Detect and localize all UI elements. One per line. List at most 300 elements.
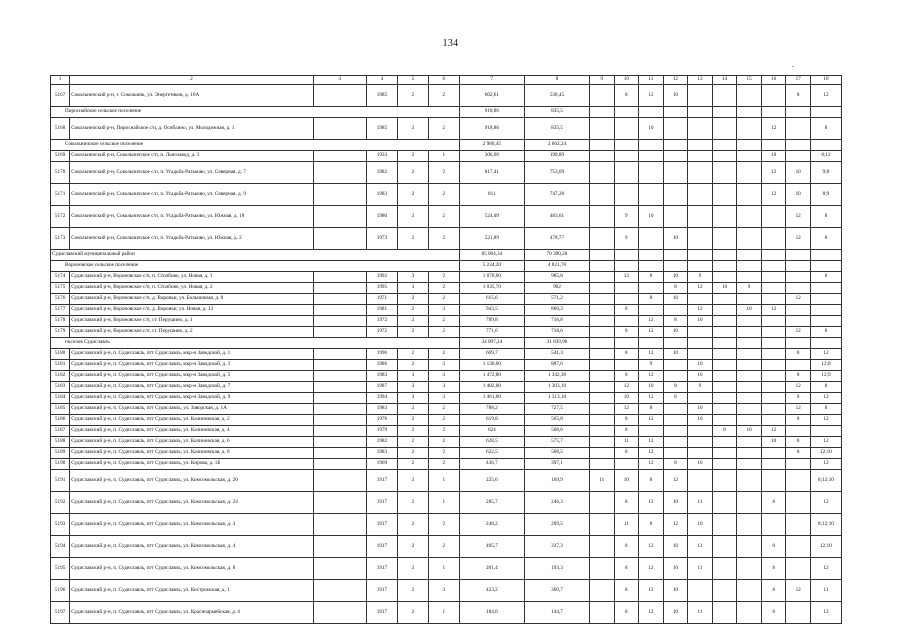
empty-cell — [313, 327, 366, 338]
empty-cell — [737, 338, 762, 349]
value-cell: 1985 — [366, 118, 397, 140]
value-cell: 1917 — [366, 470, 397, 492]
empty-cell — [639, 261, 664, 272]
value-cell: 1 130,00 — [459, 360, 524, 371]
value-cell: 1917 — [366, 514, 397, 536]
value-cell: 2 — [397, 437, 428, 448]
address-cell: Судиславский р-н, п. Судиславль, пгт Судиславль, ул. Кирова, д. 1Б — [70, 459, 313, 470]
value-cell: 8 — [810, 228, 841, 250]
value-cell — [663, 305, 688, 316]
group-label-cell: Судиславский муниципальный район — [51, 250, 460, 261]
value-cell: 753,69 — [524, 162, 589, 184]
empty-cell — [313, 602, 366, 624]
value-cell: 405,7 — [459, 536, 524, 558]
value-cell — [737, 448, 762, 459]
value-cell — [590, 536, 615, 558]
value-cell: 360,7 — [524, 580, 589, 602]
empty-cell — [590, 140, 615, 151]
value-cell — [712, 459, 737, 470]
empty-cell — [313, 206, 366, 228]
row-number-cell: 5173 — [51, 228, 70, 250]
value-cell: 1917 — [366, 536, 397, 558]
value-cell — [688, 118, 713, 140]
value-cell: 1996 — [366, 349, 397, 360]
empty-cell — [313, 349, 366, 360]
value-cell — [712, 305, 737, 316]
value-cell — [590, 415, 615, 426]
empty-cell — [663, 338, 688, 349]
value-cell — [688, 162, 713, 184]
value-cell: 8 — [810, 404, 841, 415]
value-cell — [786, 118, 811, 140]
value-cell: 144,7 — [524, 602, 589, 624]
value-cell: 10 — [663, 536, 688, 558]
value-cell — [590, 327, 615, 338]
value-cell — [737, 294, 762, 305]
value-cell — [737, 85, 762, 107]
value-cell — [737, 349, 762, 360]
value-cell — [761, 206, 786, 228]
value-cell: 8 — [810, 206, 841, 228]
empty-cell — [313, 382, 366, 393]
value-cell: 9 — [614, 228, 639, 250]
table-row — [51, 294, 842, 305]
value-cell: 1979 — [366, 426, 397, 437]
value-cell: 8 — [810, 382, 841, 393]
value-cell — [810, 316, 841, 327]
value-cell — [639, 184, 664, 206]
value-cell: 10 — [639, 382, 664, 393]
empty-cell — [688, 140, 713, 151]
value-cell: 11 — [688, 492, 713, 514]
row-number-cell: 5197 — [51, 602, 70, 624]
value-cell: 716,8 — [524, 316, 589, 327]
value-cell: 12 — [639, 536, 664, 558]
value-cell: 12 — [810, 437, 841, 448]
empty-cell — [614, 261, 639, 272]
empty-cell — [313, 536, 366, 558]
value-cell — [786, 470, 811, 492]
value-cell — [786, 360, 811, 371]
value-cell: 2 — [428, 228, 459, 250]
value-cell: 9 — [737, 283, 762, 294]
empty-cell — [313, 316, 366, 327]
value-cell: 2 — [428, 162, 459, 184]
row-number-cell: 5184 — [51, 393, 70, 404]
value-cell — [712, 602, 737, 624]
value-cell: 747,28 — [524, 184, 589, 206]
address-cell: Судиславский р-н, Вороновское с/п, д. Вороньи, ул. Новая, д. 13 — [70, 305, 313, 316]
empty-cell — [313, 283, 366, 294]
value-cell — [712, 228, 737, 250]
value-cell: 2 — [397, 228, 428, 250]
value-cell: 8 — [639, 294, 664, 305]
address-cell: Судиславский р-н, п. Судиславль, пгт Судиславль, ул. Заводская, д. 1А — [70, 404, 313, 415]
value-cell — [737, 404, 762, 415]
value-cell: 12 — [810, 85, 841, 107]
empty-cell — [639, 107, 664, 118]
value-cell: 10 — [761, 151, 786, 162]
empty-cell — [639, 338, 664, 349]
group-total-cell: 835,5 — [524, 107, 589, 118]
value-cell — [688, 184, 713, 206]
value-cell: 12 — [614, 404, 639, 415]
value-cell: 10 — [688, 514, 713, 536]
value-cell — [737, 558, 762, 580]
value-cell: 8 — [614, 558, 639, 580]
group-label-cell: Сокольничское сельское поселение — [51, 140, 460, 151]
value-cell — [761, 327, 786, 338]
value-cell: 2 — [428, 349, 459, 360]
value-cell — [590, 459, 615, 470]
address-cell: Сокольничский р-н, г. Сокольник, ул. Энергетиков, д. 10А — [70, 85, 313, 107]
empty-cell — [313, 151, 366, 162]
value-cell — [786, 272, 811, 283]
address-cell: Сокольничский р-н, Сокольничское с/п, п. Усадьба-Ратьково, ул. Южная, д. 18 — [70, 206, 313, 228]
value-cell: 1917 — [366, 492, 397, 514]
column-number-cell: 7 — [459, 76, 524, 85]
table-row — [51, 404, 842, 415]
value-cell — [737, 228, 762, 250]
column-number-cell: 14 — [712, 76, 737, 85]
value-cell — [712, 404, 737, 415]
value-cell — [639, 228, 664, 250]
value-cell: 943,5 — [459, 305, 524, 316]
value-cell — [712, 580, 737, 602]
value-cell: 524,09 — [459, 206, 524, 228]
value-cell — [737, 327, 762, 338]
value-cell: 1 — [428, 492, 459, 514]
address-cell: Судиславский р-н, Вороновское с/п, ст. Перушино, д. 1 — [70, 316, 313, 327]
empty-cell — [313, 162, 366, 184]
value-cell — [712, 272, 737, 283]
empty-cell — [712, 140, 737, 151]
value-cell: 12 — [663, 470, 688, 492]
value-cell: 436,7 — [459, 459, 524, 470]
empty-cell — [663, 140, 688, 151]
value-cell — [614, 162, 639, 184]
value-cell: 10 — [663, 580, 688, 602]
empty-cell — [712, 250, 737, 261]
value-cell — [761, 448, 786, 459]
address-cell: Судиславский р-н, п. Судиславль, пгт Судиславль, ул. Калиновская, д. 6 — [70, 437, 313, 448]
value-cell: 2 — [397, 415, 428, 426]
value-cell — [590, 228, 615, 250]
value-cell: 866,3 — [524, 305, 589, 316]
value-cell: 1933 — [366, 151, 397, 162]
empty-cell — [737, 250, 762, 261]
value-cell: 12 — [639, 492, 664, 514]
value-cell: 1 — [428, 558, 459, 580]
empty-cell — [663, 261, 688, 272]
empty-cell — [663, 250, 688, 261]
value-cell — [737, 272, 762, 283]
value-cell: 811 — [459, 184, 524, 206]
empty-cell — [313, 415, 366, 426]
value-cell: 198,89 — [524, 151, 589, 162]
value-cell: 3 — [428, 580, 459, 602]
value-cell — [590, 85, 615, 107]
row-number-cell: 5185 — [51, 404, 70, 415]
empty-cell — [313, 85, 366, 107]
value-cell — [712, 349, 737, 360]
row-number-cell: 5191 — [51, 470, 70, 492]
value-cell: 10 — [663, 272, 688, 283]
value-cell: 184,6 — [459, 602, 524, 624]
value-cell: 568,5 — [524, 448, 589, 459]
value-cell: 1987 — [366, 382, 397, 393]
value-cell: 2 — [397, 294, 428, 305]
value-cell: 718,6 — [524, 327, 589, 338]
value-cell: 8;9 — [810, 184, 841, 206]
value-cell: 12 — [810, 349, 841, 360]
value-cell: 10 — [614, 393, 639, 404]
value-cell — [663, 151, 688, 162]
value-cell — [810, 426, 841, 437]
column-number-cell: 1 — [51, 76, 70, 85]
value-cell: 3 — [397, 272, 428, 283]
value-cell: 1981 — [366, 305, 397, 316]
value-cell: 11 — [614, 437, 639, 448]
value-cell: 771,6 — [459, 327, 524, 338]
table-row — [51, 206, 842, 228]
address-cell: Судиславский р-н, п. Судиславль, пгт Судиславль, мкр-н Заводской, д. 1 — [70, 349, 313, 360]
value-cell — [737, 470, 762, 492]
value-cell: 2 — [428, 426, 459, 437]
value-cell: 8 — [761, 536, 786, 558]
value-cell — [614, 184, 639, 206]
value-cell: 615,6 — [459, 294, 524, 305]
value-cell: 2 — [428, 415, 459, 426]
value-cell: 624 — [459, 426, 524, 437]
value-cell — [761, 459, 786, 470]
empty-cell — [810, 338, 841, 349]
value-cell: 2 — [397, 536, 428, 558]
column-number-cell: 18 — [810, 76, 841, 85]
value-cell: 1 472,80 — [459, 371, 524, 382]
empty-cell — [688, 261, 713, 272]
value-cell — [786, 602, 811, 624]
page-mark: . — [792, 60, 794, 69]
value-cell: 12 — [639, 448, 664, 459]
value-cell: 10 — [688, 415, 713, 426]
value-cell: 11 — [590, 470, 615, 492]
value-cell — [737, 151, 762, 162]
empty-cell — [786, 261, 811, 272]
row-number-cell: 5177 — [51, 305, 70, 316]
value-cell: 1 — [428, 151, 459, 162]
value-cell: 835,5 — [524, 118, 589, 140]
value-cell — [590, 371, 615, 382]
address-cell: Сокольничский р-н, Пироснайское с/п, д. Осиблино, ул. Молодежная, д. 1 — [70, 118, 313, 140]
value-cell — [786, 558, 811, 580]
value-cell — [590, 602, 615, 624]
empty-cell — [590, 107, 615, 118]
value-cell: 169,9 — [524, 470, 589, 492]
empty-cell — [761, 107, 786, 118]
row-number-cell: 5174 — [51, 272, 70, 283]
column-number-cell: 10 — [614, 76, 639, 85]
value-cell — [614, 316, 639, 327]
empty-cell — [688, 338, 713, 349]
value-cell: 9;8 — [810, 162, 841, 184]
settlement-total-row — [51, 140, 842, 151]
value-cell: 2 — [397, 316, 428, 327]
value-cell: 8 — [614, 305, 639, 316]
column-number-cell: 2 — [70, 76, 313, 85]
value-cell: 10 — [663, 85, 688, 107]
value-cell: 1 078,00 — [459, 272, 524, 283]
value-cell — [639, 426, 664, 437]
value-cell — [688, 448, 713, 459]
value-cell: 12 — [639, 415, 664, 426]
row-number-cell: 5167 — [51, 85, 70, 107]
value-cell: 622,5 — [459, 448, 524, 459]
empty-cell — [313, 426, 366, 437]
value-cell: 201,4 — [459, 558, 524, 580]
value-cell: 2 — [397, 118, 428, 140]
value-cell — [737, 371, 762, 382]
value-cell: 2 — [397, 470, 428, 492]
value-cell: 12 — [688, 305, 713, 316]
value-cell — [737, 602, 762, 624]
row-number-cell: 5178 — [51, 316, 70, 327]
value-cell: 1 482,00 — [459, 382, 524, 393]
value-cell — [590, 558, 615, 580]
value-cell: 12 — [810, 459, 841, 470]
value-cell: 12 — [614, 272, 639, 283]
value-cell — [712, 151, 737, 162]
value-cell — [786, 151, 811, 162]
value-cell: 12;10 — [810, 448, 841, 459]
value-cell: 2 — [428, 283, 459, 294]
value-cell — [761, 283, 786, 294]
value-cell: 10 — [663, 327, 688, 338]
empty-cell — [614, 338, 639, 349]
empty-cell — [639, 140, 664, 151]
value-cell — [712, 371, 737, 382]
value-cell: 1995 — [366, 283, 397, 294]
address-cell: Сокольничский р-н, Сокольничское с/п, п. Усадьба-Ратьково, ул. Южная, д. 2 — [70, 228, 313, 250]
value-cell: 12 — [761, 162, 786, 184]
value-cell: 10 — [688, 371, 713, 382]
column-number-cell: 4 — [366, 76, 397, 85]
value-cell — [712, 118, 737, 140]
value-cell: 12 — [810, 492, 841, 514]
address-cell: Судиславский р-н, п. Судиславль, пгт Судиславль, ул. Комсомольская, д. 8 — [70, 558, 313, 580]
empty-cell — [313, 558, 366, 580]
value-cell: 962 — [524, 283, 589, 294]
value-cell: 10 — [786, 162, 811, 184]
empty-cell — [590, 250, 615, 261]
value-cell — [639, 305, 664, 316]
value-cell: 12 — [639, 437, 664, 448]
empty-cell — [590, 338, 615, 349]
value-cell — [590, 360, 615, 371]
value-cell: 1972 — [366, 316, 397, 327]
value-cell: 2 — [397, 580, 428, 602]
value-cell: 788,2 — [459, 404, 524, 415]
empty-cell — [786, 338, 811, 349]
row-number-cell: 5196 — [51, 580, 70, 602]
value-cell — [639, 283, 664, 294]
value-cell — [688, 294, 713, 305]
value-cell — [590, 151, 615, 162]
column-number-cell: 6 — [428, 76, 459, 85]
value-cell: 918,86 — [459, 118, 524, 140]
value-cell — [663, 184, 688, 206]
value-cell — [688, 228, 713, 250]
value-cell: 306,06 — [459, 151, 524, 162]
value-cell — [590, 294, 615, 305]
value-cell: 12;10 — [810, 536, 841, 558]
group-total-cell: 31 039,90 — [524, 338, 589, 349]
value-cell: 12 — [639, 85, 664, 107]
empty-cell — [313, 393, 366, 404]
row-number-cell: 5181 — [51, 360, 70, 371]
value-cell: 10 — [688, 404, 713, 415]
value-cell: 8 — [712, 426, 737, 437]
value-cell — [688, 393, 713, 404]
value-cell: 12 — [761, 184, 786, 206]
value-cell — [614, 459, 639, 470]
value-cell: 628,5 — [459, 437, 524, 448]
row-number-cell: 5187 — [51, 426, 70, 437]
address-cell: Сокольничский р-н, Сокольничское с/п, п. Усадьба-Ратьково, ул. Северная, д. 7 — [70, 162, 313, 184]
value-cell — [639, 162, 664, 184]
address-cell: Судиславский р-н, п. Судиславль, пгт Судиславль, ул. Калиновская, д. 2 — [70, 415, 313, 426]
empty-cell — [313, 360, 366, 371]
housing-register-table — [50, 75, 842, 624]
table-row — [51, 580, 842, 602]
value-cell: 1992 — [366, 272, 397, 283]
value-cell: 8 — [761, 580, 786, 602]
value-cell: 538,45 — [524, 85, 589, 107]
value-cell: 817,41 — [459, 162, 524, 184]
value-cell — [810, 294, 841, 305]
value-cell — [590, 404, 615, 415]
table-row — [51, 492, 842, 514]
value-cell: 12 — [786, 206, 811, 228]
value-cell: 1917 — [366, 602, 397, 624]
empty-cell — [688, 250, 713, 261]
value-cell: 9 — [688, 382, 713, 393]
value-cell: 12 — [639, 371, 664, 382]
value-cell: 8 — [761, 492, 786, 514]
settlement-total-row — [51, 107, 842, 118]
value-cell — [663, 404, 688, 415]
value-cell — [590, 316, 615, 327]
empty-cell — [810, 250, 841, 261]
value-cell: 8;12;10 — [810, 514, 841, 536]
value-cell: 3 — [397, 382, 428, 393]
value-cell — [786, 459, 811, 470]
value-cell: 8;12 — [810, 151, 841, 162]
value-cell: 727,5 — [524, 404, 589, 415]
value-cell: 10 — [737, 426, 762, 437]
value-cell: 1994 — [366, 393, 397, 404]
empty-cell — [786, 140, 811, 151]
value-cell: 397,1 — [524, 459, 589, 470]
column-number-cell: 11 — [639, 76, 664, 85]
value-cell — [688, 426, 713, 437]
value-cell: 1971 — [366, 294, 397, 305]
value-cell — [712, 327, 737, 338]
empty-cell — [786, 107, 811, 118]
address-cell: Судиславский р-н, п. Судиславль, пгт Судиславль, мкр-н Заводской, д. 9 — [70, 393, 313, 404]
value-cell: 2 — [428, 404, 459, 415]
value-cell: 10 — [737, 305, 762, 316]
